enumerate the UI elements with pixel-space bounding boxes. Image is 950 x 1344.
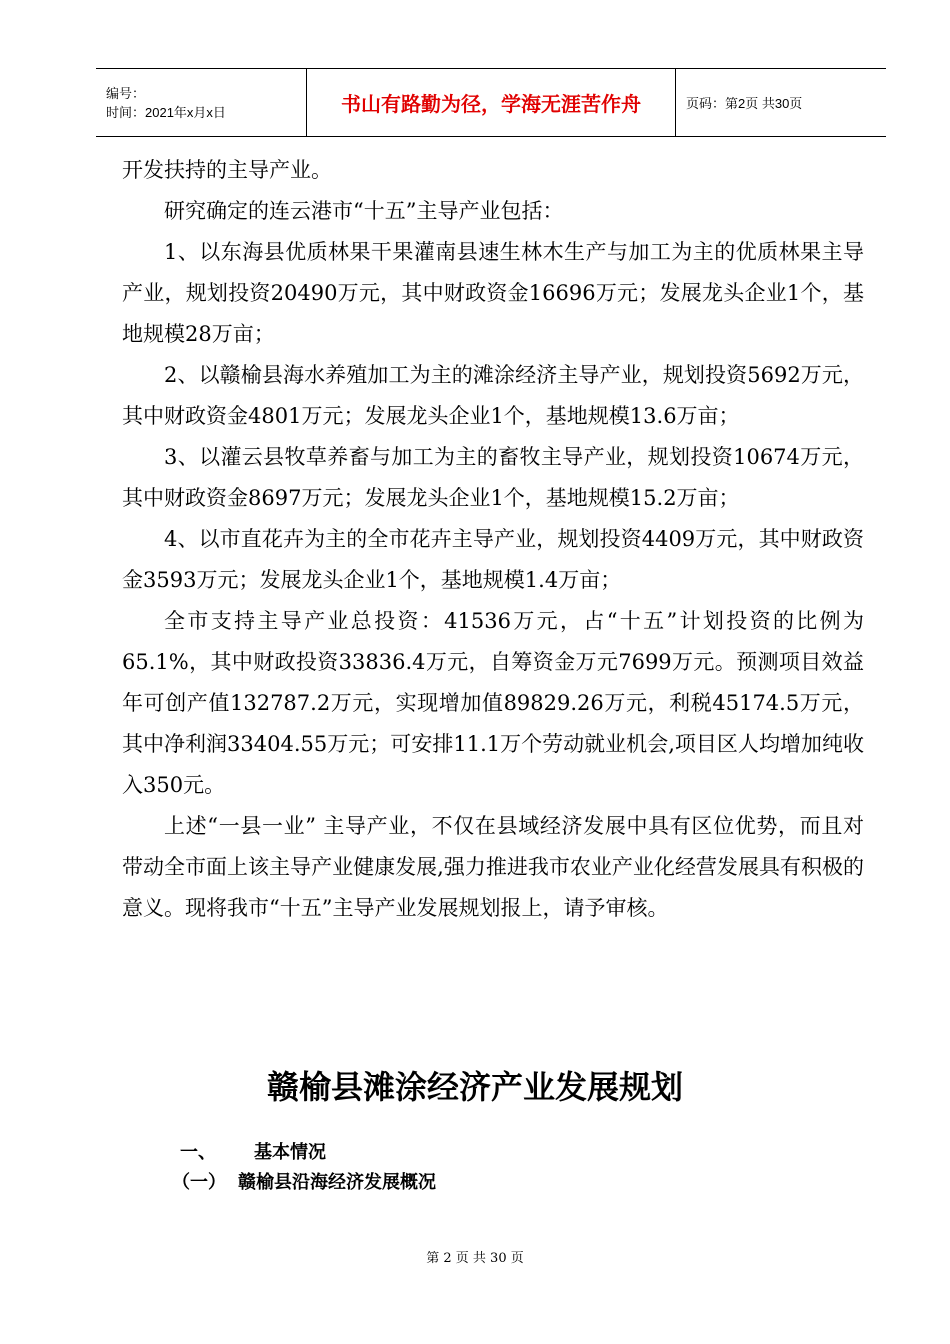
paragraph: 4、以市直花卉为主的全市花卉主导产业，规划投资4409万元，其中财政资金3593万元；发展龙头企业1个，基地规模1.4万亩； [122, 527, 864, 592]
document-title: 赣榆县滩涂经济产业发展规划 [266, 1068, 683, 1106]
paragraph: 开发扶持的主导产业。 [122, 158, 332, 182]
section-heading-1 [180, 1138, 326, 1164]
page-info-text: 页码：第2页 共30页 [686, 96, 803, 111]
paragraph: 1、以东海县优质林果干果灌南县速生林木生产与加工为主的优质林果主导产业，规划投资20490万元，其中财政资金16696万元；发展龙头企业1个，基地规模28万亩； [122, 240, 864, 346]
header-page-info [676, 69, 886, 136]
time-label: 时间：2021年x月x日 [106, 104, 226, 120]
paragraph: 全市支持主导产业总投资：41536万元，占“十五”计划投资的比例为65.1%，其中财政投资33836.4万元，自筹资金万元7699万元。预测项目效益年可创产值132787.2万元，实现增加值89829.26万元，利税45174.5万元，其中净利润33404.55万元；可安排11.1万个劳动就业机会,项目区人均增加纯收入350元。 [122, 609, 864, 797]
number-label: 编号： [106, 85, 146, 101]
section-title: 赣榆县沿海经济发展概况 [238, 1172, 436, 1193]
page-header [96, 68, 886, 137]
paragraph: 研究确定的连云港市“十五”主导产业包括： [164, 199, 564, 223]
motto-text: 书山有路勤为径，学海无涯苦作舟 [341, 92, 641, 116]
section-number: 一、 [180, 1142, 216, 1163]
body-text [122, 150, 864, 929]
section-heading-2 [172, 1168, 436, 1194]
paragraph: 上述“一县一业” 主导产业，不仅在县域经济发展中具有区位优势，而且对带动全市面上该主导产业健康发展,强力推进我市农业产业化经营发展具有积极的意义。现将我市“十五”主导产业发展规划报上，请予审核。 [122, 814, 864, 920]
header-motto [307, 69, 676, 136]
section-number: （一） [172, 1172, 226, 1193]
header-meta [96, 69, 307, 136]
paragraph: 2、以赣榆县海水养殖加工为主的滩涂经济主导产业，规划投资5692万元，其中财政资金4801万元；发展龙头企业1个，基地规模13.6万亩； [122, 363, 864, 428]
page-footer: 第 2 页 共 30 页 [426, 1251, 524, 1266]
paragraph: 3、以灌云县牧草养畜与加工为主的畜牧主导产业，规划投资10674万元，其中财政资金8697万元；发展龙头企业1个，基地规模15.2万亩； [122, 445, 864, 510]
section-title: 基本情况 [254, 1142, 326, 1163]
